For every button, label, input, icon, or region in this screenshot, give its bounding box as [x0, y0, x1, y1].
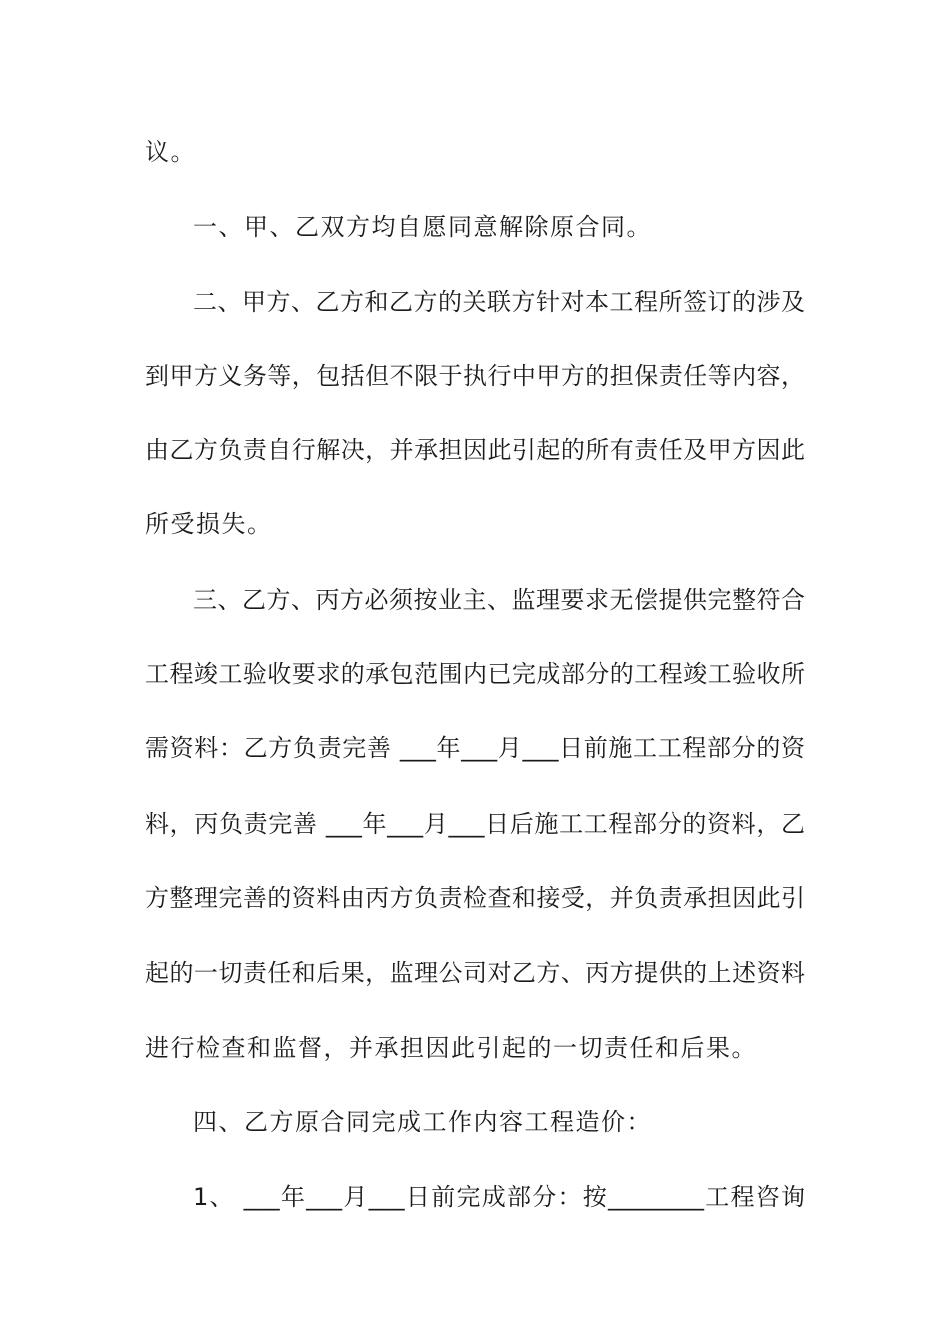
text-line: 起的一切责任和后果，监理公司对乙方、丙方提供的上述资料 — [145, 959, 805, 987]
text-line: 所受损失。 — [145, 510, 273, 538]
text-line: 进行检查和监督，并承担因此引起的一切责任和后果。 — [145, 1034, 757, 1062]
text-line: 议。 — [145, 138, 196, 166]
clause-4-line: 四、乙方原合同完成工作内容工程造价： — [193, 1108, 652, 1136]
clause-3-line: 三、乙方、丙方必须按业主、监理要求无偿提供完整符合 — [193, 586, 805, 614]
clause-1-line: 一、甲、乙双方均自愿同意解除原合同。 — [193, 213, 652, 241]
text-line: 由乙方负责自行解决，并承担因此引起的所有责任及甲方因此 — [145, 436, 805, 464]
clause-2-line: 二、甲方、乙方和乙方的关联方针对本工程所签订的涉及 — [193, 288, 805, 316]
text-line: 需资料：乙方负责完善 ___年___月___日前施工工程部分的资 — [145, 734, 805, 762]
item-1-line: 1、 ___年___月___日前完成部分：按________工程咨询 — [193, 1183, 805, 1211]
text-line: 工程竣工验收要求的承包范围内已完成部分的工程竣工验收所 — [145, 660, 805, 688]
text-line: 料，丙负责完善 ___年___月___日后施工工程部分的资料，乙 — [145, 810, 805, 838]
text-line: 方整理完善的资料由丙方负责检查和接受，并负责承担因此引 — [145, 884, 805, 912]
text-line: 到甲方义务等，包括但不限于执行中甲方的担保责任等内容， — [145, 362, 805, 390]
